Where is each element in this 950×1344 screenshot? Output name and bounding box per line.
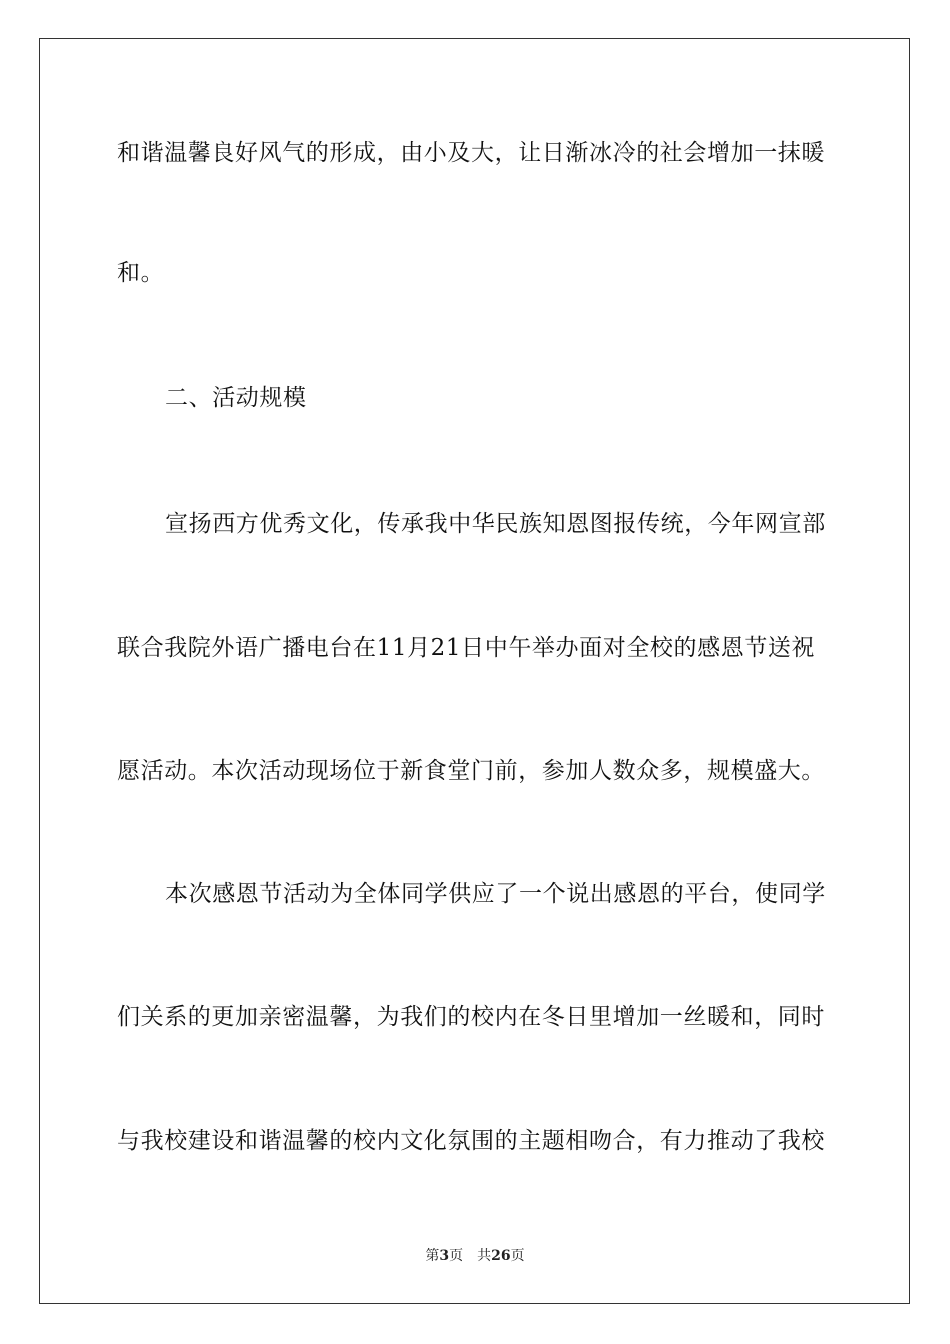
body-line-7: 们关系的更加亲密温馨，为我们的校内在冬日里增加一丝暖和，同时 — [117, 1004, 825, 1030]
total-pages: 26 — [491, 1248, 511, 1264]
page-number: 3 — [439, 1248, 450, 1264]
body-line-6: 本次感恩节活动为全体同学供应了一个说出感恩的平台，使同学 — [165, 881, 826, 907]
page-footer — [0, 1247, 950, 1265]
total-suffix: 页 — [510, 1248, 525, 1264]
body-line-8: 与我校建设和谐温馨的校内文化氛围的主题相吻合，有力推动了我校 — [117, 1128, 825, 1154]
total-prefix: 共 — [477, 1248, 492, 1264]
page-prefix: 第 — [425, 1248, 440, 1264]
body-line-2: 和。 — [117, 260, 165, 286]
body-line-5: 愿活动。本次活动现场位于新食堂门前，参加人数众多，规模盛大。 — [117, 758, 825, 784]
body-line-1: 和谐温馨良好风气的形成，由小及大，让日渐冰冷的社会增加一抹暖 — [117, 140, 825, 166]
section-heading: 二、活动规模 — [165, 385, 307, 411]
page-border — [39, 38, 910, 1304]
page-suffix: 页 — [449, 1248, 464, 1264]
body-line-4: 联合我院外语广播电台在11月21日中午举办面对全校的感恩节送祝 — [117, 635, 816, 661]
body-line-3: 宣扬西方优秀文化，传承我中华民族知恩图报传统，今年网宣部 — [165, 511, 826, 537]
